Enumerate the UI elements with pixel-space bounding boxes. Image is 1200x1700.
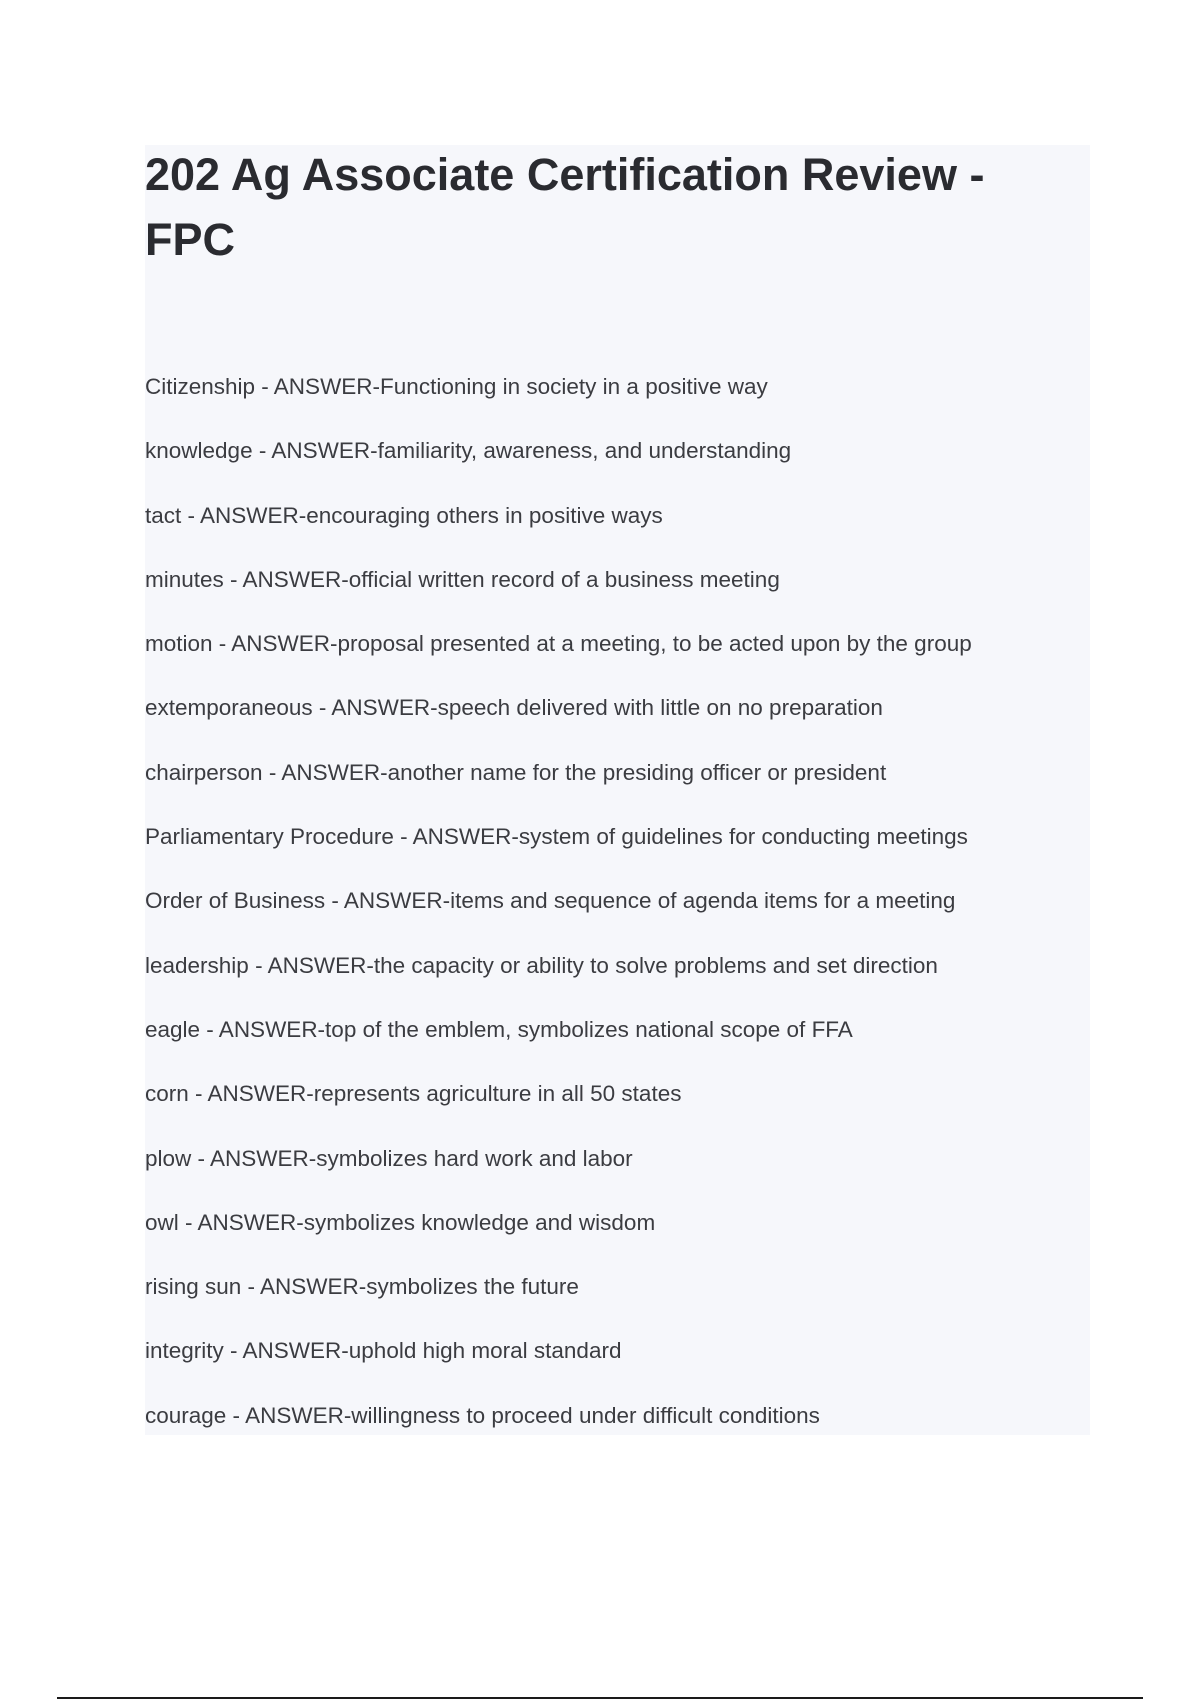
term-item: tact - ANSWER-encouraging others in positive ways — [145, 502, 663, 528]
term-item: plow - ANSWER-symbolizes hard work and labor — [145, 1145, 633, 1171]
term-item: extemporaneous - ANSWER-speech delivered with little on no preparation — [145, 695, 883, 721]
term-item: minutes - ANSWER-official written record of a business meeting — [145, 566, 780, 592]
terms-list — [145, 371, 972, 1464]
term-item: courage - ANSWER-willingness to proceed under difficult conditions — [145, 1402, 820, 1428]
term-item: motion - ANSWER-proposal presented at a meeting, to be acted upon by the group — [145, 631, 972, 657]
term-item: corn - ANSWER-represents agriculture in all 50 states — [145, 1081, 682, 1107]
term-item: eagle - ANSWER-top of the emblem, symbolizes national scope of FFA — [145, 1016, 853, 1042]
footer-rule — [57, 1697, 1143, 1699]
term-item: leadership - ANSWER-the capacity or ability to solve problems and set direction — [145, 952, 938, 978]
term-item: Parliamentary Procedure - ANSWER-system of guidelines for conducting meetings — [145, 824, 968, 850]
term-item: chairperson - ANSWER-another name for the presiding officer or president — [145, 759, 887, 785]
term-item: integrity - ANSWER-uphold high moral standard — [145, 1338, 622, 1364]
term-item: owl - ANSWER-symbolizes knowledge and wisdom — [145, 1209, 656, 1235]
term-item: Order of Business - ANSWER-items and sequence of agenda items for a meeting — [145, 888, 956, 914]
term-item: knowledge - ANSWER-familiarity, awareness, and understanding — [145, 438, 792, 464]
term-item: rising sun - ANSWER-symbolizes the future — [145, 1274, 579, 1300]
term-item: Citizenship - ANSWER-Functioning in society in a positive way — [145, 374, 768, 399]
document-title: 202 Ag Associate Certification Review - FPC — [145, 149, 985, 265]
